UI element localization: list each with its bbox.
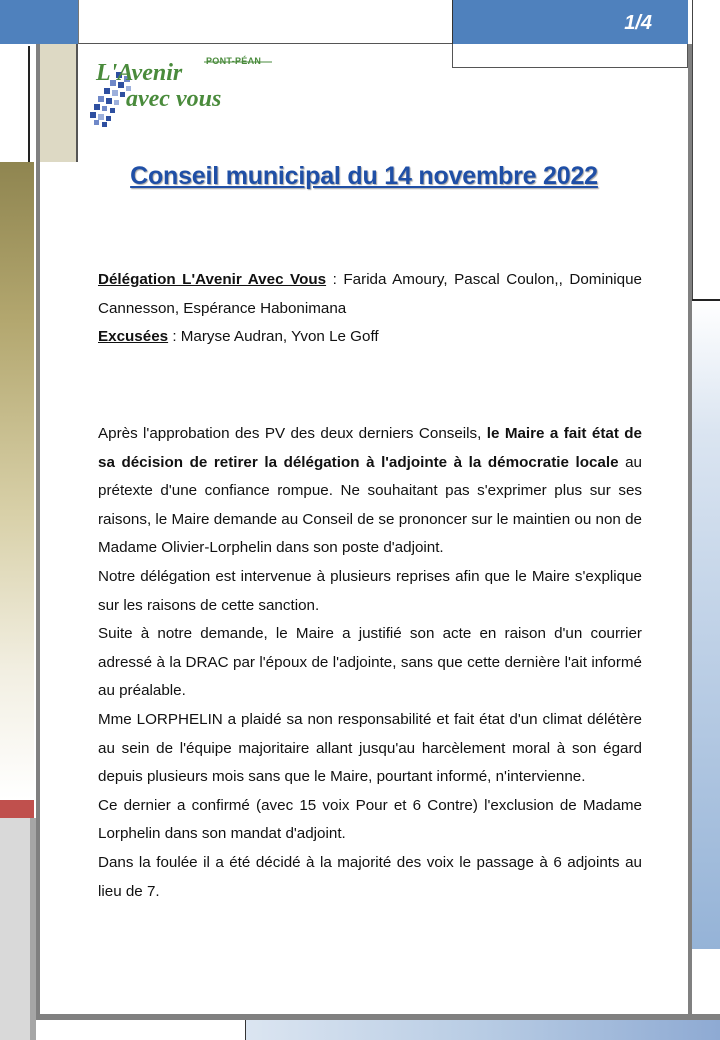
page-number: 1/4 — [624, 12, 652, 34]
document-title: Conseil municipal du 14 novembre 2022 — [130, 162, 598, 190]
paragraph-1-start: Après l'approbation des PV des deux derniers Conseils, — [98, 425, 487, 442]
frame-bottom-blue-gradient — [246, 1020, 720, 1040]
frame-tan-block — [36, 44, 78, 162]
frame-top-bar — [78, 0, 452, 44]
frame-under-page-number — [452, 44, 688, 68]
logo-text-line2: avec vous — [126, 86, 222, 112]
paragraph-2: Notre délégation est intervenue à plusieurs reprises afin que le Maire s'explique sur les raisons de cette sanction. — [98, 567, 642, 614]
frame-left-bottom-gray — [0, 818, 34, 1040]
frame-left-white — [0, 46, 30, 162]
report-body — [98, 420, 642, 906]
delegation-separator: : — [326, 271, 344, 288]
delegation-label: Délégation L'Avenir Avec Vous — [98, 271, 327, 288]
paragraph-6: Dans la foulée il a été décidé à la majorité des voix le passage à 6 adjoints au lieu de 7. — [98, 853, 642, 900]
paragraph-1 — [98, 420, 642, 563]
delegation-members: Farida Amoury, Pascal Coulon,, Dominique Cannesson, Espérance Habonimana — [98, 271, 642, 317]
logo-town-name: PONT-PÉAN — [206, 56, 262, 66]
paragraph-1-end: au prétexte d'une confiance rompue. Ne souhaitant pas s'exprimer plus sur ses raisons, le Maire demande au Conseil de se prononcer sur le maintien ou non de Madame Olivier-Lorphelin dans son poste d'adjoint. — [98, 453, 642, 557]
logo-text-line1: L'Avenir — [96, 60, 183, 86]
frame-bottom-left — [40, 1020, 246, 1040]
page-number-box — [452, 0, 688, 44]
paragraph-4: Mme LORPHELIN a plaidé sa non responsabilité et fait état d'un climat délétère au sein de l'équipe majoritaire allant jusqu'au harcèlement moral à son égard depuis plusieurs mois sans que le Maire, pourtant informé, n'intervienne. — [98, 710, 642, 786]
frame-left-olive-gradient — [0, 162, 34, 800]
frame-top-left-block — [0, 0, 78, 44]
excused-members: Maryse Audran, Yvon Le Goff — [180, 328, 379, 345]
excused-block — [98, 323, 642, 352]
paragraph-1-bold: le Maire a fait état de sa décision de retirer la délégation à l'adjointe à la démocratie locale — [98, 425, 642, 471]
frame-right-blue-gradient — [692, 301, 720, 949]
delegation-block — [98, 266, 642, 323]
frame-left-red-band — [0, 800, 34, 818]
frame-right-white — [692, 0, 720, 300]
paragraph-5: Ce dernier a confirmé (avec 15 voix Pour et 6 Contre) l'exclusion de Madame Lorphelin dans son mandat d'adjoint. — [98, 796, 642, 843]
excused-separator: : — [168, 328, 181, 345]
excused-label: Excusées — [98, 328, 169, 345]
paragraph-3: Suite à notre demande, le Maire a justifié son acte en raison d'un courrier adressé à la DRAC par l'époux de l'adjointe, sans que cette dernière l'ait informé au préalable. — [98, 625, 642, 700]
frame-left-bottom-gray-strip — [30, 818, 36, 1040]
